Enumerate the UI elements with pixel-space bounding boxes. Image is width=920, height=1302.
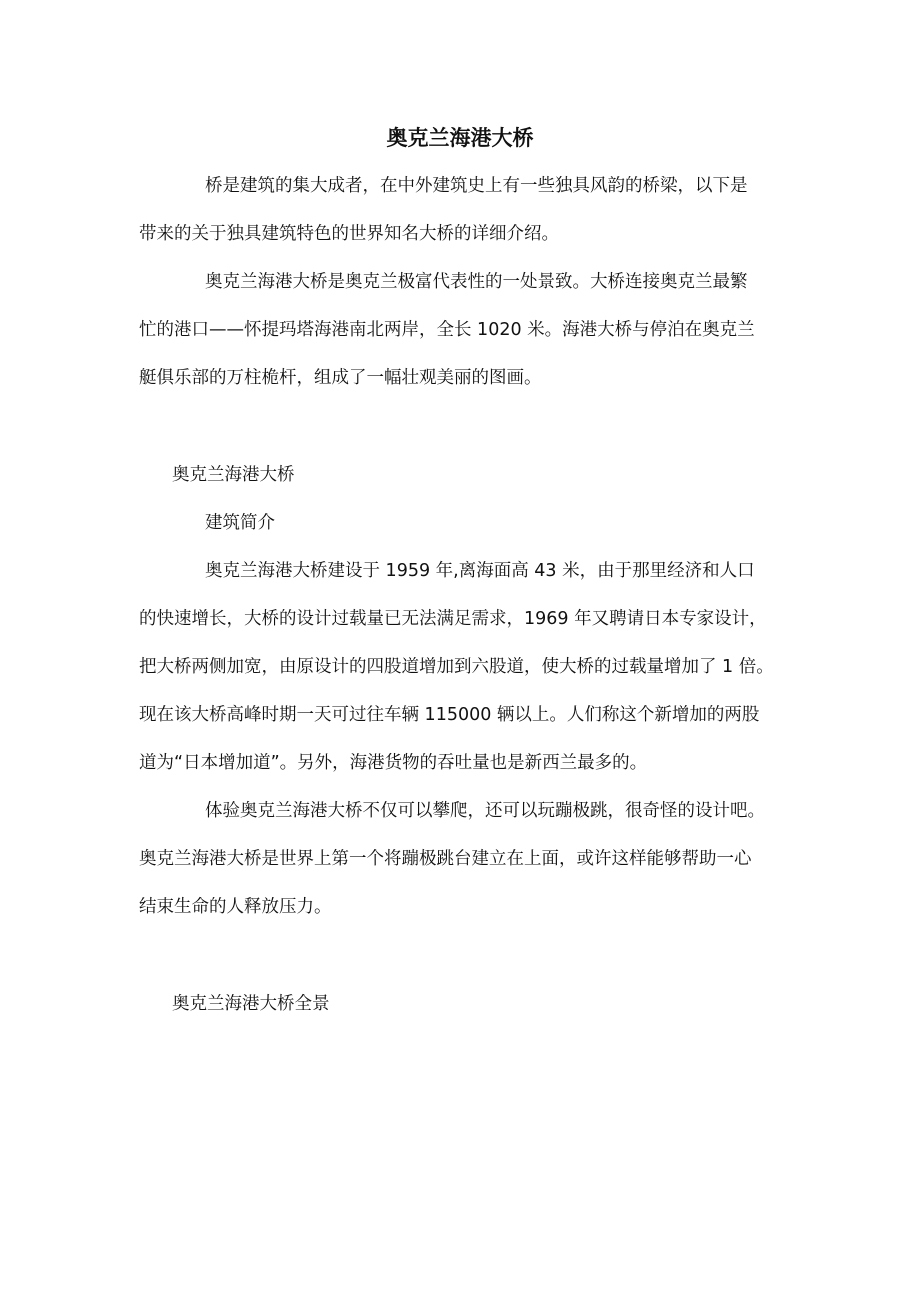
section-heading-panorama: 奥克兰海港大桥全景: [172, 994, 330, 1014]
history-line-3: 把大桥两侧加宽，由原设计的四股道增加到六股道，使大桥的过载量增加了 1 倍。: [139, 657, 774, 677]
subheading-introduction: 建筑简介: [205, 513, 275, 533]
intro-line-1: 桥是建筑的集大成者，在中外建筑史上有一些独具风韵的桥梁，以下是: [205, 176, 748, 196]
overview-line-3: 艇俱乐部的万柱桅杆，组成了一幅壮观美丽的图画。: [139, 368, 542, 388]
experience-line-1: 体验奥克兰海港大桥不仅可以攀爬，还可以玩蹦极跳，很奇怪的设计吧。: [205, 801, 765, 821]
intro-line-2: 带来的关于独具建筑特色的世界知名大桥的详细介绍。: [139, 224, 559, 244]
history-line-5: 道为“日本增加道”。另外，海港货物的吞吐量也是新西兰最多的。: [139, 753, 648, 773]
page-title: 奥克兰海港大桥: [386, 126, 534, 150]
overview-line-1: 奥克兰海港大桥是奥克兰极富代表性的一处景致。大桥连接奥克兰最繁: [205, 272, 748, 292]
history-line-2: 的快速增长，大桥的设计过载量已无法满足需求，1969 年又聘请日本专家设计，: [139, 609, 767, 629]
section-heading-bridge: 奥克兰海港大桥: [172, 465, 295, 485]
history-line-4: 现在该大桥高峰时期一天可过往车辆 115000 辆以上。人们称这个新增加的两股: [139, 705, 760, 725]
overview-line-2: 忙的港口——怀提玛塔海港南北两岸，全长 1020 米。海港大桥与停泊在奥克兰: [139, 320, 755, 340]
experience-line-3: 结束生命的人释放压力。: [139, 897, 332, 917]
history-line-1: 奥克兰海港大桥建设于 1959 年,离海面高 43 米，由于那里经济和人口: [205, 561, 755, 581]
experience-line-2: 奥克兰海港大桥是世界上第一个将蹦极跳台建立在上面，或许这样能够帮助一心: [139, 849, 752, 869]
